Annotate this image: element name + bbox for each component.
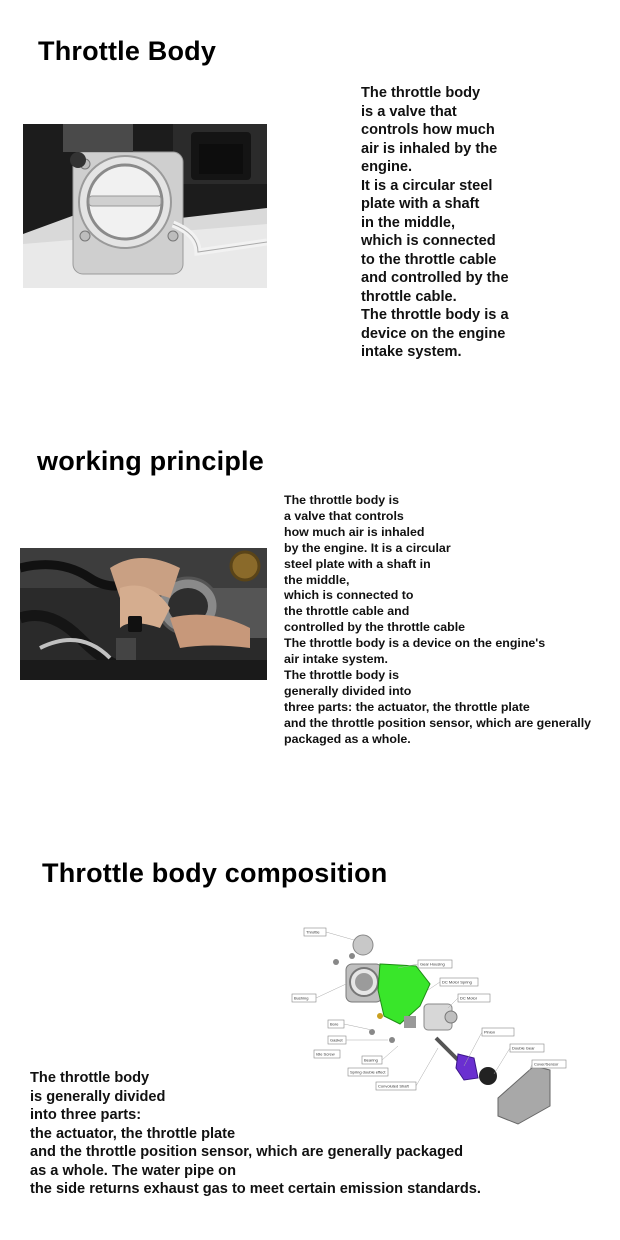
label-double-gear: Double Gear: [512, 1045, 535, 1051]
label-spring-double-effect: Spring double effect: [350, 1069, 386, 1075]
label-gear-housing: Gear Housing: [420, 961, 445, 967]
label-convoluted-shaft: Convoluted Shaft: [378, 1083, 409, 1089]
label-dc-motor-spring: DC Motor Spring: [442, 979, 472, 985]
label-dc-motor: DC Motor: [460, 995, 478, 1001]
section-1-heading: Throttle Body: [38, 36, 217, 66]
label-throttle: Throttle: [306, 929, 320, 935]
section-1-text: The throttle body is a valve that controls how much air is inhaled by the engine. It is a circular steel plate with a shaft in the middle, which is connected to the throttle cable and controlled by the throttle cable. The throttle body is a device on the engine intake system.: [361, 85, 509, 360]
section-3-text: The throttle body is generally divided into three parts: the actuator, the throttle plate and the throttle position sensor, which are generally packaged as a whole. The water pipe on the side returns exhaust gas to meet certain emission standards.: [30, 1070, 481, 1197]
section-2-text: The throttle body is a valve that controls how much air is inhaled by the engine. It is a circular steel plate with a shaft in the middle, which is connected to the throttle cable and controlled by the throttle cable The throttle body is a device on the engine's air intake system. The throttle body is generally divided into three parts: the actuator, the throttle plate and the throttle position sensor, which are generally packaged as a whole.: [284, 493, 592, 746]
working-principle-photo: [20, 548, 267, 680]
label-cover-sensor: Cover/Sensor: [534, 1061, 559, 1067]
label-bearing: Bearing: [364, 1057, 378, 1063]
label-bore: Bore: [330, 1021, 339, 1027]
throttle-body-photo: [23, 124, 267, 288]
label-bushing: Bushing: [294, 995, 309, 1001]
section-3-heading: Throttle body composition: [42, 858, 388, 888]
label-pinion: Pinion: [484, 1029, 496, 1035]
label-gasket: Gasket: [330, 1037, 343, 1043]
section-2-heading: working principle: [37, 446, 264, 476]
label-idle-screw: Idle Screw: [316, 1051, 335, 1057]
